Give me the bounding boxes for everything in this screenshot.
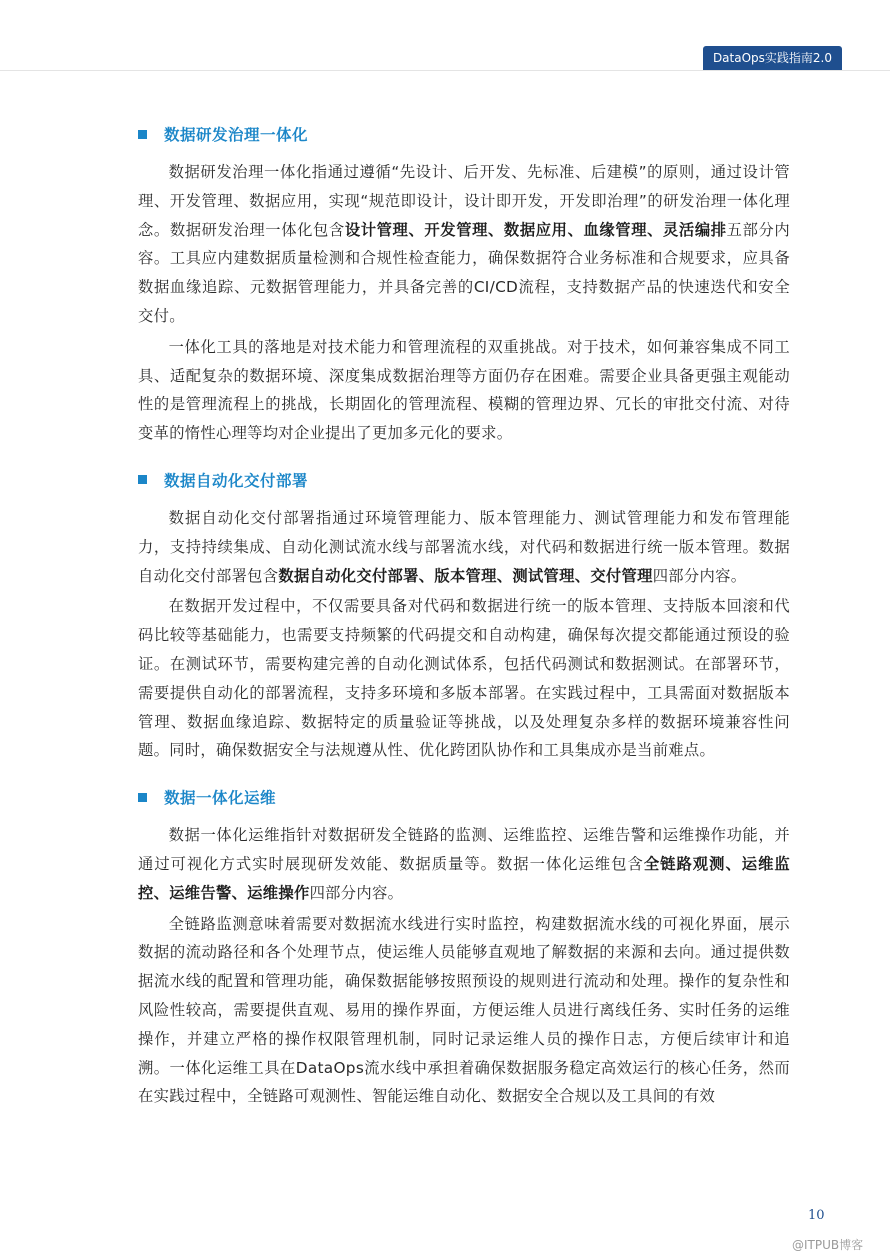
text-run: 数据研发治理一体化指通过遵循“先设计、后开发、先标准、后建模”的原则，通过设计管理、开发管理、数据应用，实现“规范即设计，设计即开发，开发即治理”的研发治理一体化理念。数据研发治理一体化包含 bbox=[138, 163, 790, 239]
paragraph bbox=[138, 821, 790, 907]
section-title: 数据自动化交付部署 bbox=[164, 471, 309, 490]
section-heading bbox=[138, 783, 790, 811]
section-heading bbox=[138, 466, 790, 494]
bold-text: 设计管理、开发管理、数据应用、血缘管理、灵活编排 bbox=[344, 220, 727, 239]
section-title: 数据一体化运维 bbox=[164, 789, 277, 808]
text-run: 在数据开发过程中，不仅需要具备对代码和数据进行统一的版本管理、支持版本回滚和代码比较等基础能力，也需要支持频繁的代码提交和自动构建，确保每次提交都能通过预设的验证。在测试环节，需要构建完善的自动化测试体系，包括代码测试和数据测试。在部署环节，需要提供自动化的部署流程，支持多环境和多版本部署。在实践过程中，工具需面对数据版本管理、数据血缘追踪、数据特定的质量验证等挑战，以及处理复杂多样的数据环境兼容性问题。同时，确保数据安全与法规遵从性、优化跨团队协作和工具集成亦是当前难点。 bbox=[138, 597, 790, 760]
bold-text: 全链路观测、运维监控、运维告警、运维操作 bbox=[138, 854, 790, 902]
section bbox=[138, 783, 790, 1111]
bold-text: 数据自动化交付部署、版本管理、测试管理、交付管理 bbox=[278, 566, 653, 585]
square-bullet-icon bbox=[138, 475, 147, 484]
page-number: 10 bbox=[808, 1208, 825, 1223]
paragraph bbox=[138, 158, 790, 331]
text-run: 四部分内容。 bbox=[309, 883, 404, 902]
text-run: 一体化工具的落地是对技术能力和管理流程的双重挑战。对于技术，如何兼容集成不同工具、适配复杂的数据环境、深度集成数据治理等方面仍存在困难。需要企业具备更强主观能动性的是管理流程上的挑战，长期固化的管理流程、模糊的管理边界、冗长的审批交付流、对待变革的惰性心理等均对企业提出了更加多元化的要求。 bbox=[138, 337, 790, 443]
watermark: @ITPUB博客 bbox=[792, 1238, 864, 1252]
paragraph bbox=[138, 504, 790, 590]
section bbox=[138, 120, 790, 448]
text-run: 数据一体化运维指针对数据研发全链路的监测、运维监控、运维告警和运维操作功能，并通过可视化方式实时展现研发效能、数据质量等。数据一体化运维包含 bbox=[138, 826, 790, 873]
header-divider bbox=[0, 70, 890, 71]
text-run: 数据自动化交付部署指通过环境管理能力、版本管理能力、测试管理能力和发布管理能力，支持持续集成、自动化测试流水线与部署流水线，对代码和数据进行统一版本管理。数据自动化交付部署包含 bbox=[138, 508, 790, 585]
document-body bbox=[138, 116, 790, 1129]
text-run: 四部分内容。 bbox=[652, 566, 747, 585]
square-bullet-icon bbox=[138, 793, 147, 802]
text-run: 全链路监测意味着需要对数据流水线进行实时监控，构建数据流水线的可视化界面，展示数据的流动路径和各个处理节点，使运维人员能够直观地了解数据的来源和去向。通过提供数据流水线的配置和管理功能，确保数据能够按照预设的规则进行流动和处理。操作的复杂性和风险性较高，需要提供直观、易用的操作界面，方便运维人员进行离线任务、实时任务的运维操作，并建立严格的操作权限管理机制，同时记录运维人员的操作日志，方便后续审计和追溯。一体化运维工具在DataOps流水线中承担着确保数据服务稳定高效运行的核心任务，然而在实践过程中，全链路可观测性、智能运维自动化、数据安全合规以及工具间的有效 bbox=[138, 914, 790, 1106]
section bbox=[138, 466, 790, 765]
section-heading bbox=[138, 120, 790, 148]
header-badge: DataOps实践指南2.0 bbox=[703, 46, 842, 70]
square-bullet-icon bbox=[138, 130, 147, 139]
paragraph bbox=[138, 333, 790, 448]
section-title: 数据研发治理一体化 bbox=[164, 126, 309, 144]
paragraph bbox=[138, 592, 790, 765]
text-run: 五部分内容。工具应内建数据质量检测和合规性检查能力，确保数据符合业务标准和合规要求，应具备数据血缘追踪、元数据管理能力，并具备完善的CI/CD流程，支持数据产品的快速迭代和安全交付。 bbox=[138, 220, 790, 325]
paragraph bbox=[138, 910, 790, 1112]
